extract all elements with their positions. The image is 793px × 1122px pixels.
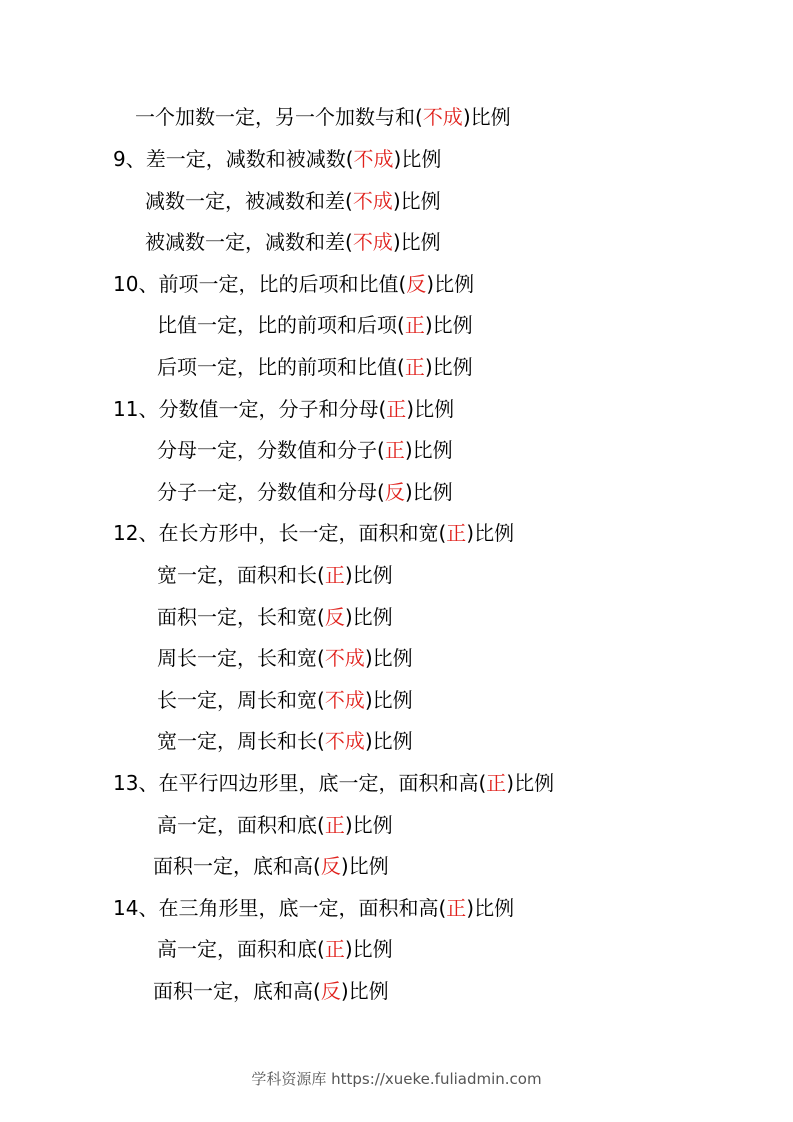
statement-text: 高一定，面积和底(: [157, 813, 325, 837]
statement-suffix: )比例: [344, 605, 393, 629]
answer-text: 不成: [422, 105, 463, 129]
statement-suffix: )比例: [506, 771, 555, 795]
statement-suffix: )比例: [426, 272, 475, 296]
statement-text: 面积一定，底和高(: [153, 979, 321, 1003]
statement-line-8: [113, 397, 454, 421]
answer-text: 正: [324, 563, 345, 587]
statement-text: 11、分数值一定，分子和分母(: [113, 397, 387, 421]
statement-line-4: [145, 230, 441, 254]
statement-text: 14、在三角形里，底一定，面积和高(: [113, 896, 447, 920]
statement-suffix: )比例: [340, 979, 389, 1003]
answer-text: 正: [446, 896, 467, 920]
statement-line-16: [157, 729, 413, 753]
statement-text: 分母一定，分数值和分子(: [157, 438, 385, 462]
statement-suffix: )比例: [404, 480, 453, 504]
statement-line-17: [113, 771, 554, 795]
statement-text: 周长一定，长和宽(: [157, 646, 325, 670]
answer-text: 不成: [324, 688, 365, 712]
statement-line-12: [157, 563, 393, 587]
answer-text: 正: [404, 355, 425, 379]
answer-text: 正: [446, 521, 467, 545]
statement-line-21: [157, 937, 393, 961]
answer-text: 正: [324, 937, 345, 961]
answer-text: 正: [386, 397, 407, 421]
statement-line-3: [145, 189, 441, 213]
statement-line-9: [157, 438, 453, 462]
statement-suffix: )比例: [462, 105, 511, 129]
statement-text: 面积一定，长和宽(: [157, 605, 325, 629]
statement-text: 13、在平行四边形里，底一定，面积和高(: [113, 771, 487, 795]
answer-text: 反: [384, 480, 405, 504]
statement-suffix: )比例: [344, 813, 393, 837]
answer-text: 反: [320, 979, 341, 1003]
statement-suffix: )比例: [392, 189, 441, 213]
answer-text: 不成: [324, 729, 365, 753]
statement-text: 高一定，面积和底(: [157, 937, 325, 961]
answer-text: 不成: [352, 230, 393, 254]
answer-text: 正: [324, 813, 345, 837]
answer-text: 反: [406, 272, 427, 296]
statement-suffix: )比例: [424, 355, 473, 379]
statement-text: 面积一定，底和高(: [153, 854, 321, 878]
statement-text: 后项一定，比的前项和比值(: [157, 355, 405, 379]
statement-text: 12、在长方形中，长一定，面积和宽(: [113, 521, 447, 545]
statement-line-10: [157, 480, 453, 504]
answer-text: 不成: [324, 646, 365, 670]
page-footer: 学科资源库 https://xueke.fuliadmin.com: [251, 1070, 542, 1088]
statement-text: 比值一定，比的前项和后项(: [157, 313, 405, 337]
statement-suffix: )比例: [404, 438, 453, 462]
statement-line-1: [135, 105, 511, 129]
statement-line-18: [157, 813, 393, 837]
statement-suffix: )比例: [466, 896, 515, 920]
statement-suffix: )比例: [424, 313, 473, 337]
statement-suffix: )比例: [344, 563, 393, 587]
statement-suffix: )比例: [344, 937, 393, 961]
statement-line-15: [157, 688, 413, 712]
statement-line-13: [157, 605, 393, 629]
statement-text: 宽一定，面积和长(: [157, 563, 325, 587]
answer-text: 正: [384, 438, 405, 462]
statement-line-14: [157, 646, 413, 670]
statement-suffix: )比例: [406, 397, 455, 421]
statement-line-7: [157, 355, 473, 379]
statement-text: 减数一定，被减数和差(: [145, 189, 353, 213]
answer-text: 反: [324, 605, 345, 629]
statement-text: 长一定，周长和宽(: [157, 688, 325, 712]
answer-text: 正: [404, 313, 425, 337]
statement-suffix: )比例: [364, 688, 413, 712]
statement-suffix: )比例: [392, 230, 441, 254]
statement-text: 9、差一定，减数和被减数(: [113, 147, 354, 171]
statement-suffix: )比例: [466, 521, 515, 545]
statement-suffix: )比例: [340, 854, 389, 878]
statement-line-6: [157, 313, 473, 337]
answer-text: 不成: [352, 189, 393, 213]
statement-line-22: [153, 979, 389, 1003]
statement-line-5: [113, 272, 474, 296]
statement-text: 分子一定，分数值和分母(: [157, 480, 385, 504]
statement-text: 10、前项一定，比的后项和比值(: [113, 272, 407, 296]
answer-text: 反: [320, 854, 341, 878]
statement-line-20: [113, 896, 514, 920]
statement-text: 宽一定，周长和长(: [157, 729, 325, 753]
statement-line-11: [113, 521, 514, 545]
statement-text: 一个加数一定，另一个加数与和(: [135, 105, 423, 129]
answer-text: 不成: [353, 147, 394, 171]
statement-line-2: [113, 147, 441, 171]
statement-suffix: )比例: [364, 729, 413, 753]
statement-line-19: [153, 854, 389, 878]
statement-text: 被减数一定，减数和差(: [145, 230, 353, 254]
statement-suffix: )比例: [364, 646, 413, 670]
statement-suffix: )比例: [393, 147, 442, 171]
answer-text: 正: [486, 771, 507, 795]
